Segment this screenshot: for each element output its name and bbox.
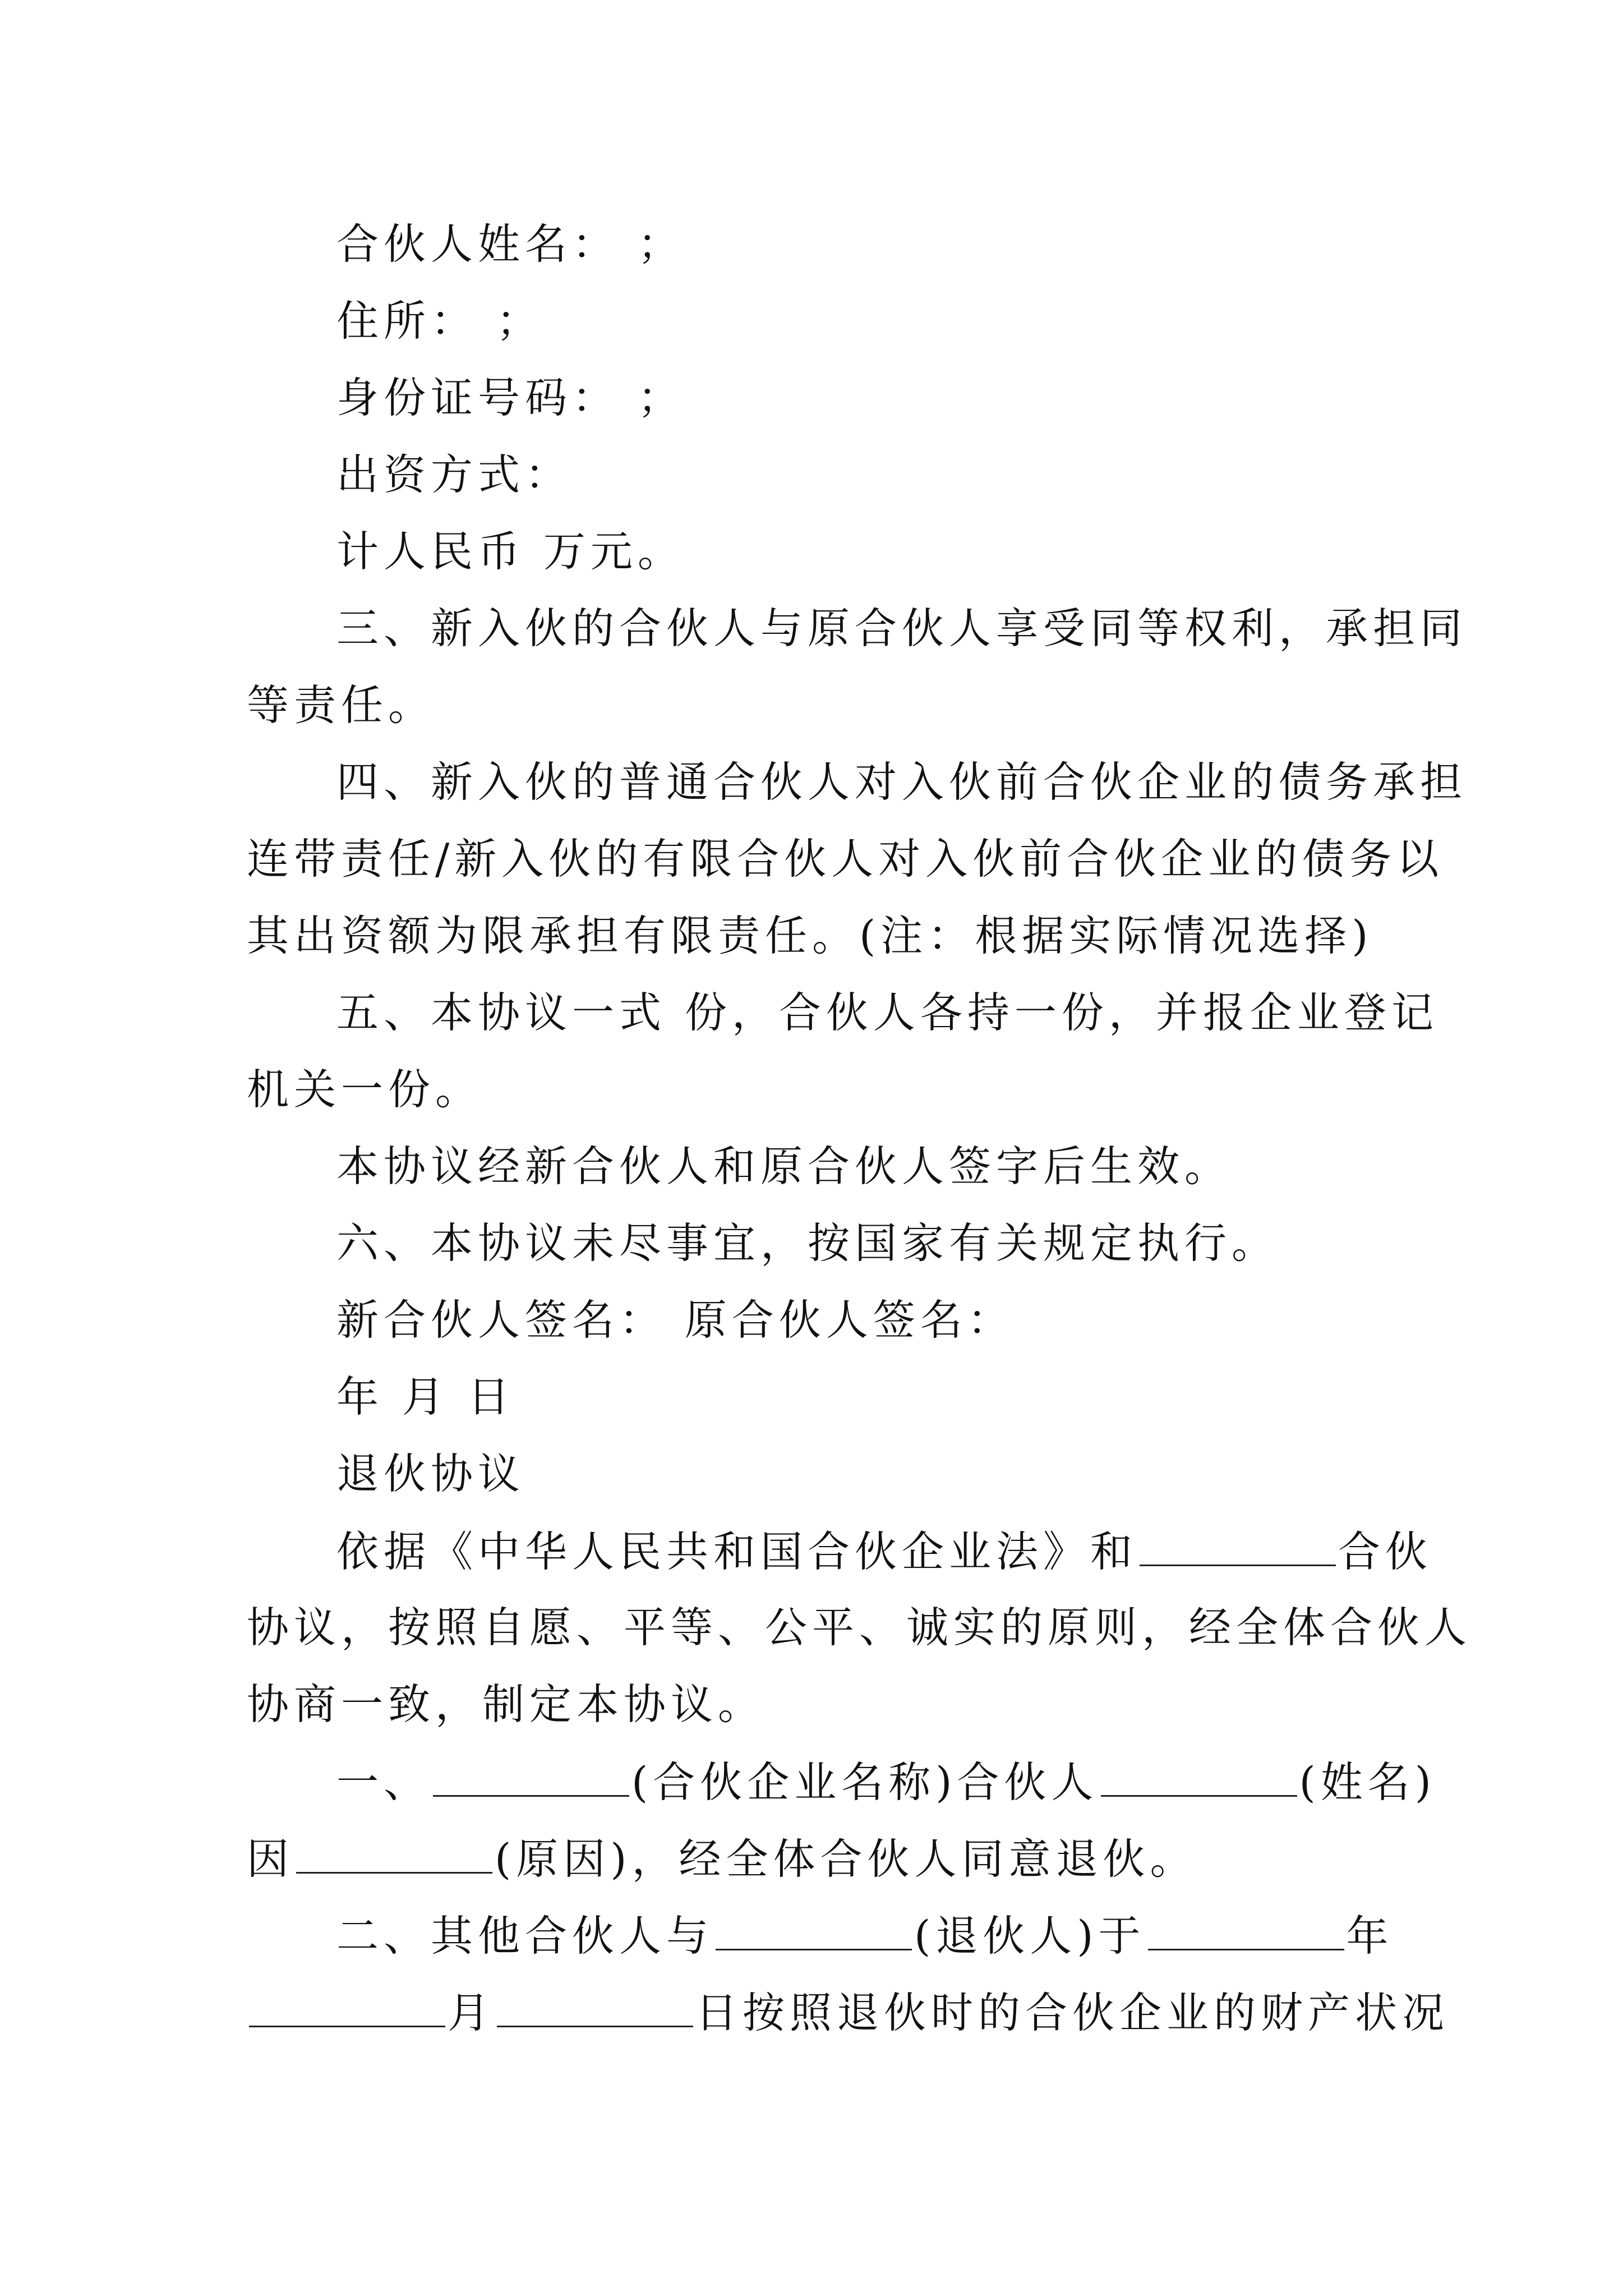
retire-basis-line2: 协议，按照自愿、平等、公平、诚实的原则，经全体合伙人 bbox=[247, 1603, 1472, 1652]
clause-four-line1: 四、新入伙的普通合伙人对入伙前合伙企业的债务承担 bbox=[336, 757, 1468, 807]
retire-clause-two-line2 bbox=[247, 1986, 1449, 2038]
fill-blank bbox=[1101, 1756, 1297, 1797]
retire-basis-line1 bbox=[336, 1525, 1432, 1577]
clause-six: 六、本协议未尽事宜，按国家有关规定执行。 bbox=[336, 1218, 1279, 1268]
text-segment: 日按照退伙时的合伙企业的财产状况 bbox=[695, 1988, 1450, 2037]
fill-blank bbox=[249, 1986, 445, 2027]
id-number-line: 身份证号码： ； bbox=[336, 373, 685, 422]
contribution-method-line: 出资方式： bbox=[336, 450, 573, 499]
fill-blank bbox=[433, 1756, 629, 1797]
clause-four-line2: 连带责任/新入伙的有限合伙人对入伙前合伙企业的债务以 bbox=[247, 834, 1444, 884]
effective-clause: 本协议经新合伙人和原合伙人签字后生效。 bbox=[336, 1142, 1232, 1191]
text-segment: 一、 bbox=[336, 1757, 431, 1807]
signature-line: 新合伙人签名： 原合伙人签名： bbox=[336, 1295, 1015, 1345]
text-segment: 月 bbox=[448, 1988, 495, 2037]
text-segment: 年 bbox=[1346, 1911, 1394, 1961]
retire-clause-one-line2 bbox=[247, 1833, 1197, 1884]
clause-three-line1: 三、新入伙的合伙人与原合伙人享受同等权利，承担同 bbox=[336, 604, 1468, 653]
clause-three-line2: 等责任。 bbox=[247, 680, 436, 730]
text-segment: 合伙 bbox=[1338, 1527, 1433, 1576]
retire-basis-line3: 协商一致，制定本协议。 bbox=[247, 1680, 766, 1729]
address-line: 住所： ； bbox=[336, 296, 543, 346]
text-segment: (退伙人)于 bbox=[914, 1911, 1146, 1961]
fill-blank bbox=[497, 1986, 693, 2027]
text-segment: (原因)，经全体合伙人同意退伙。 bbox=[495, 1834, 1197, 1884]
fill-blank bbox=[1140, 1525, 1336, 1566]
retire-clause-one-line1 bbox=[336, 1756, 1436, 1807]
clause-five-line2: 机关一份。 bbox=[247, 1065, 483, 1114]
text-segment: (姓名) bbox=[1299, 1757, 1437, 1807]
clause-four-line3: 其出资额为限承担有限责任。(注：根据实际情况选择) bbox=[247, 911, 1373, 960]
text-segment: 二、其他合伙人与 bbox=[336, 1911, 714, 1961]
text-segment: (合伙企业名称)合伙人 bbox=[631, 1757, 1099, 1807]
partner-name-line: 合伙人姓名： ； bbox=[336, 219, 685, 269]
amount-line: 计人民币 万元。 bbox=[336, 527, 685, 576]
fill-blank bbox=[296, 1833, 492, 1874]
fill-blank bbox=[716, 1910, 912, 1950]
date-line: 年 月 日 bbox=[336, 1372, 515, 1421]
fill-blank bbox=[1148, 1910, 1344, 1950]
retirement-agreement-title: 退伙协议 bbox=[336, 1449, 525, 1498]
text-segment: 依据《中华人民共和国合伙企业法》和 bbox=[336, 1527, 1138, 1576]
clause-five-line1: 五、本协议一式 份，合伙人各持一份，并报企业登记 bbox=[336, 988, 1438, 1037]
retire-clause-two-line1 bbox=[336, 1910, 1394, 1961]
text-segment: 因 bbox=[247, 1834, 294, 1884]
